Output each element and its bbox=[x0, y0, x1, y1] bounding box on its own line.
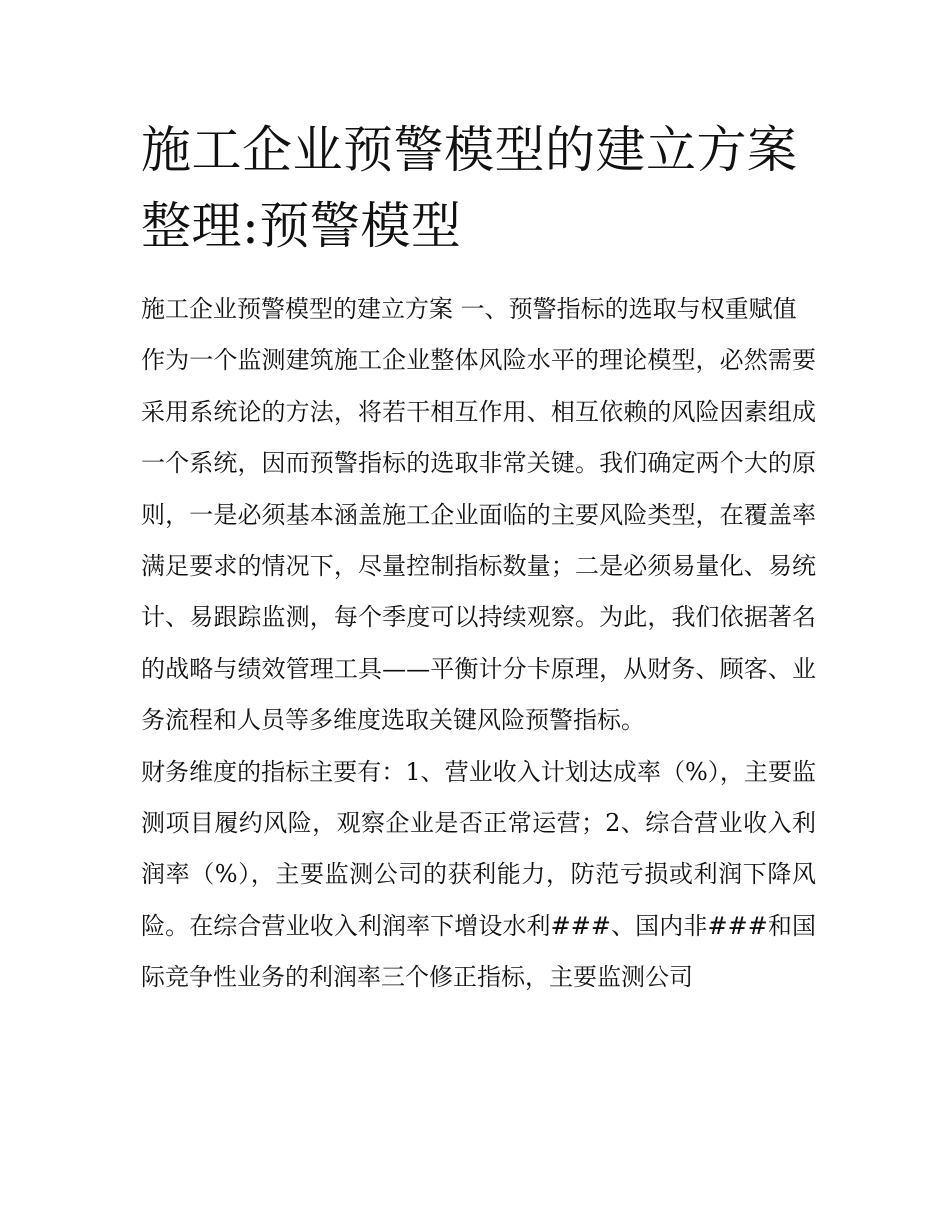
document-content bbox=[141, 112, 816, 1004]
paragraph-principles: 作为一个监测建筑施工企业整体风险水平的理论模型，必然需要采用系统论的方法，将若干相互作用、相互依赖的风险因素组成一个系统，因而预警指标的选取非常关键。我们确定两个大的原则，一是必须基本涵盖施工企业面临的主要风险类型，在覆盖率满足要求的情况下，尽量控制指标数量；二是必须易量化、易统计、易跟踪监测，每个季度可以持续观察。为此，我们依据著名的战略与绩效管理工具——平衡计分卡原理，从财务、顾客、业务流程和人员等多维度选取关键风险预警指标。 bbox=[141, 346, 816, 735]
document-title: 施工企业预警模型的建立方案整理:预警模型 bbox=[141, 121, 798, 255]
paragraph-financial-indicators: 财务维度的指标主要有：1、营业收入计划达成率（%），主要监测项目履约风险，观察企业是否正常运营；2、综合营业收入利润率（%），主要监测公司的获利能力，防范亏损或利润下降风险。在综合营业收入利润率下增设水利###、国内非###和国际竞争性业务的利润率三个修正指标，主要监测公司 bbox=[141, 757, 816, 992]
paragraph-heading: 施工企业预警模型的建立方案 一、预警指标的选取与权重赋值 bbox=[141, 295, 797, 323]
document-body bbox=[141, 284, 816, 1004]
